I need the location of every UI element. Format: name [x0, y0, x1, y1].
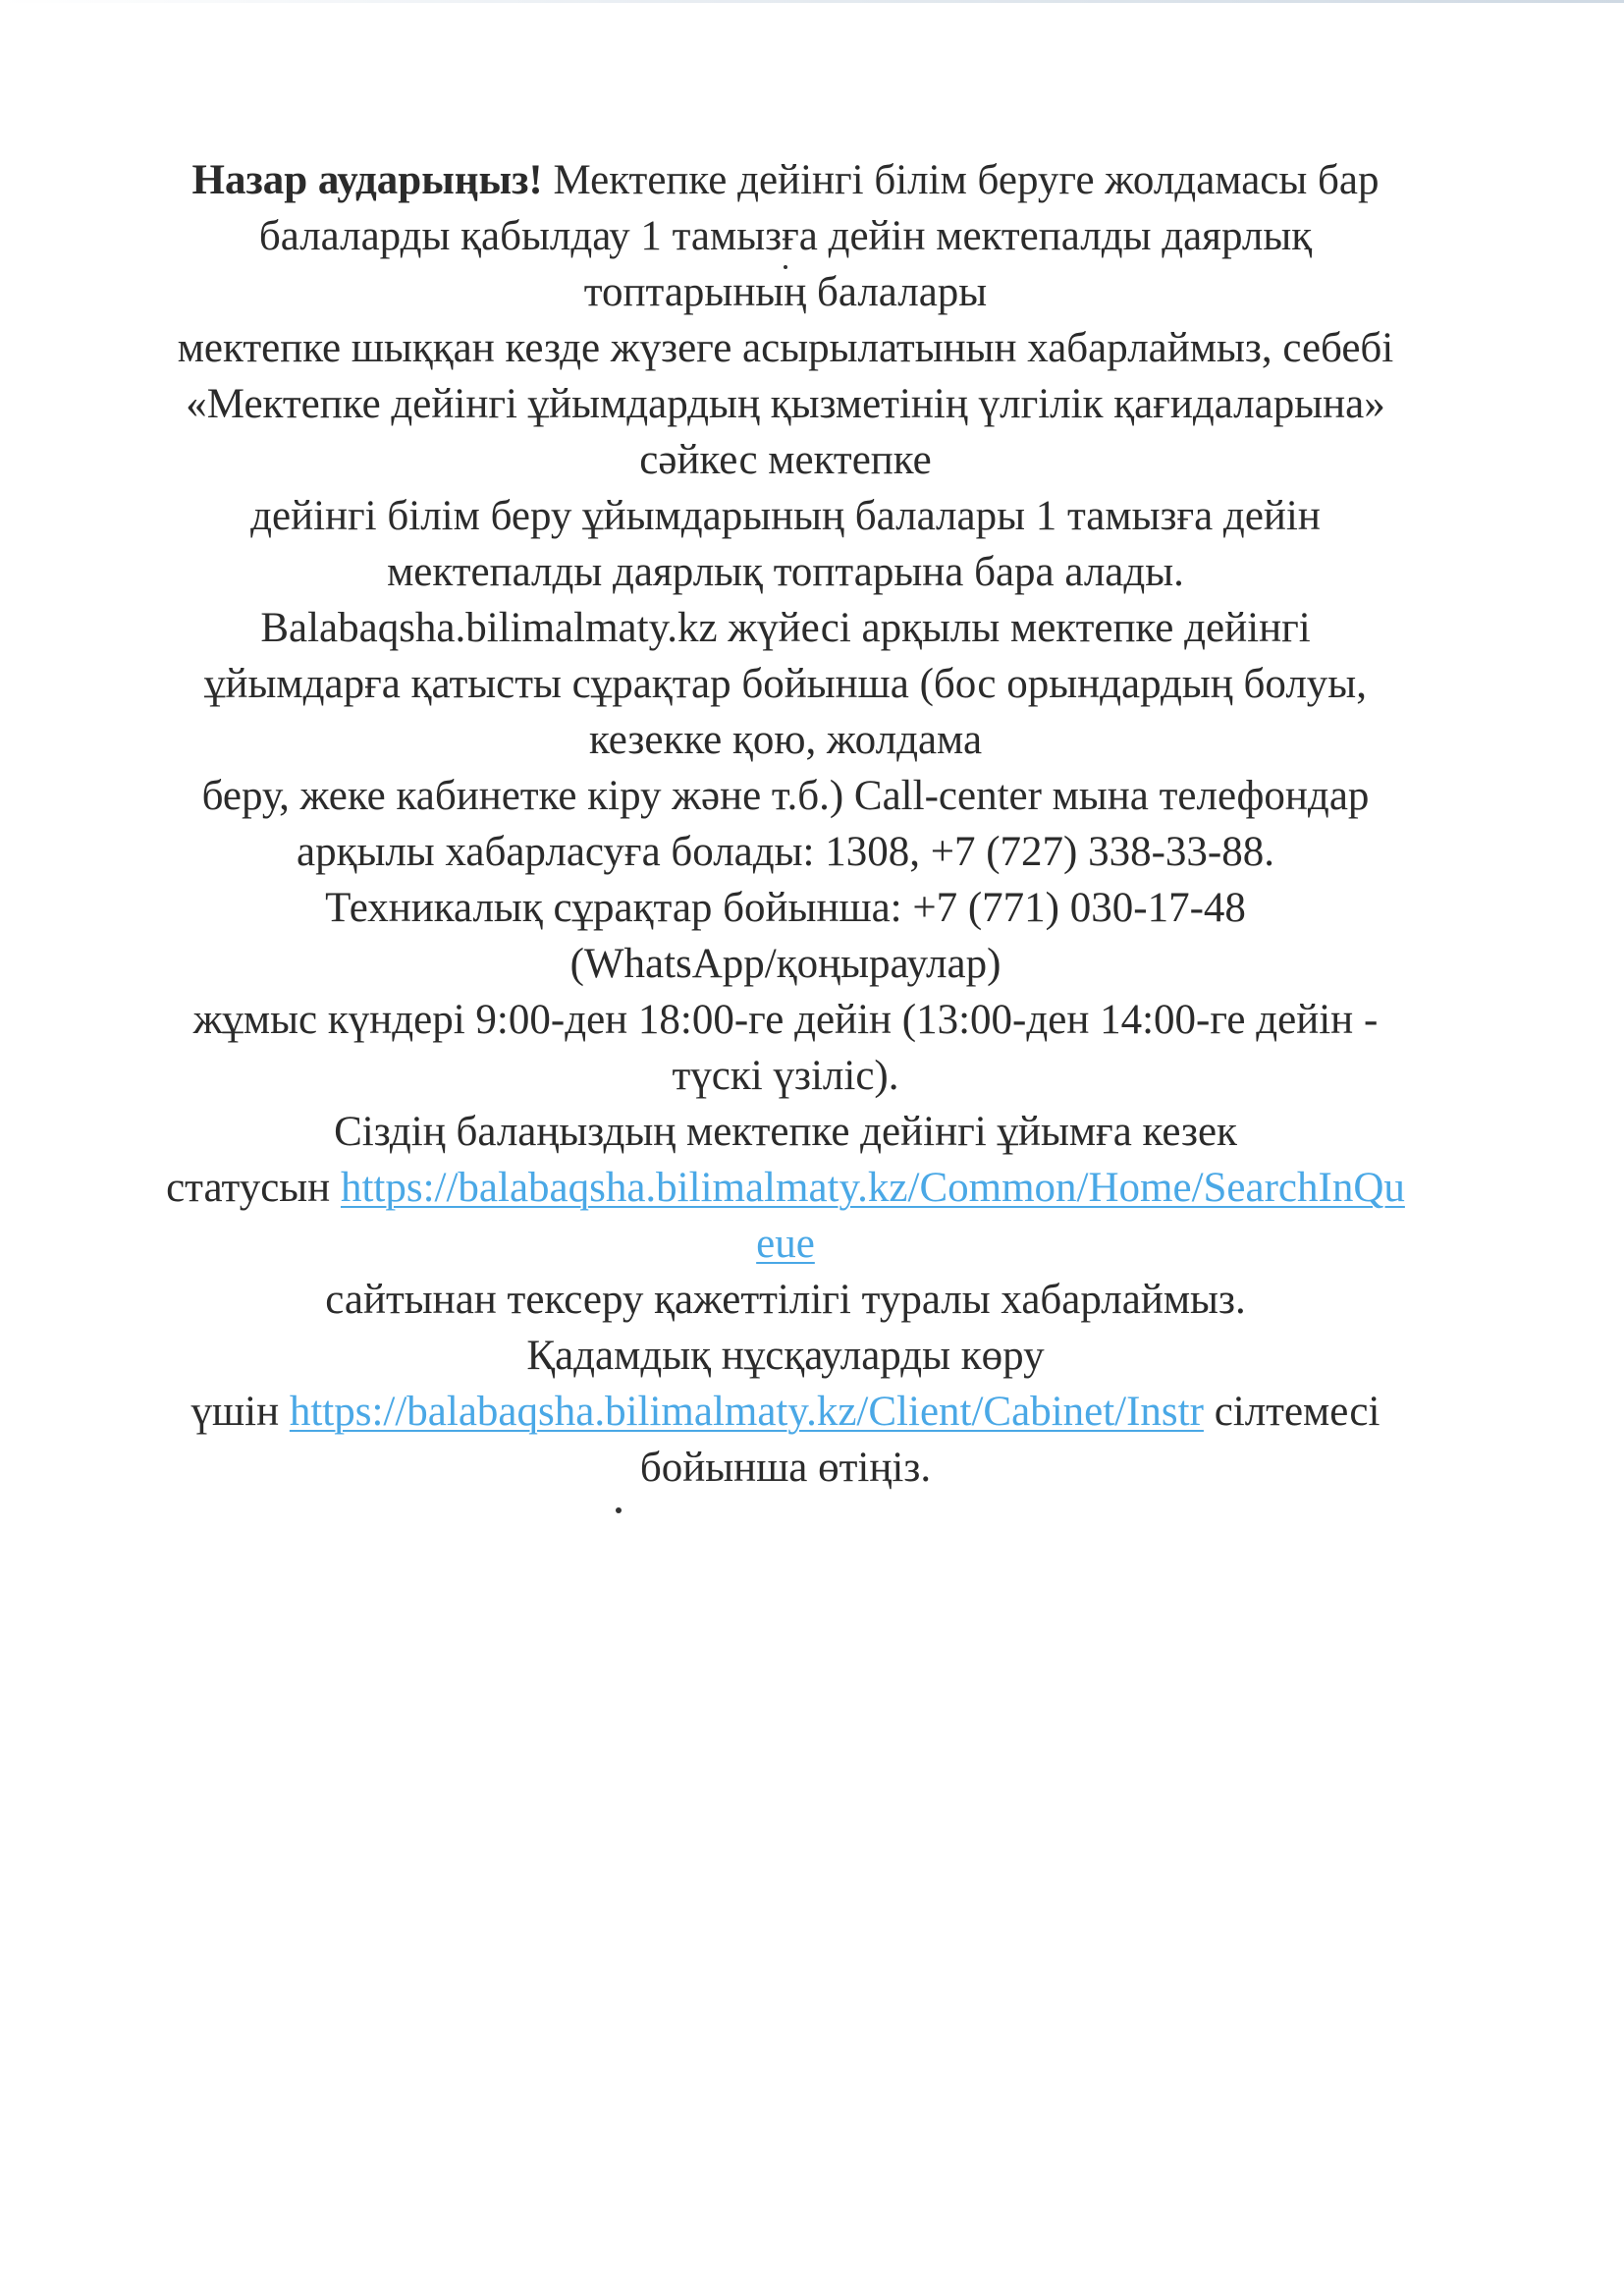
- notice-line-21: сайтынан тексеру қажеттілігі туралы хабарлаймыз.: [325, 1277, 1246, 1323]
- notice-heading: Назар аударыңыз!: [191, 157, 543, 203]
- notice-line-23: үшін https://balabaqsha.bilimalmaty.kz/Client/Cabinet/Instr сілтемесі: [190, 1389, 1380, 1435]
- notice-line-7: дейінгі білім беру ұйымдарының балалары 1 тамызға дейін: [250, 493, 1321, 539]
- notice-line-11: кезекке қою, жолдама: [588, 717, 983, 763]
- notice-line-2: балаларды қабылдау 1 тамызға дейін мектепалды даярлық: [258, 213, 1313, 259]
- notice-line-13: арқылы хабарласуға болады: 1308, +7 (727) 338-33-88.: [296, 829, 1274, 875]
- queue-status-link[interactable]: https://balabaqsha.bilimalmaty.kz/Common/Home/SearchInQu: [340, 1165, 1405, 1211]
- notice-line-24: бойынша өтіңіз.: [639, 1445, 932, 1491]
- instructions-link[interactable]: https://balabaqsha.bilimalmaty.kz/Client/Cabinet/Instr: [289, 1389, 1204, 1435]
- notice-line-17: түскі үзіліс).: [672, 1053, 899, 1099]
- notice-line-19: статусын https://balabaqsha.bilimalmaty.kz/Common/Home/SearchInQu: [166, 1165, 1405, 1211]
- scan-edge: [0, 0, 1624, 3]
- queue-status-link-continued[interactable]: eue: [756, 1221, 815, 1267]
- notice-line-9: Balabaqsha.bilimalmaty.kz жүйесі арқылы мектепке дейінгі: [260, 605, 1311, 651]
- notice-line-16: жұмыс күндері 9:00-ден 18:00-ге дейін (13:00-ден 14:00-ге дейін -: [192, 997, 1379, 1043]
- notice-line-12: беру, жеке кабинетке кіру және т.б.) Call-center мына телефондар: [201, 773, 1370, 819]
- scan-speck: [784, 265, 787, 269]
- notice-line-18: Сіздің балаңыздың мектепке дейінгі ұйымға кезек: [334, 1109, 1237, 1155]
- notice-line-6: сәйкес мектепке: [639, 437, 932, 483]
- notice-line-14: Техникалық сұрақтар бойынша: +7 (771) 030-17-48: [325, 885, 1246, 931]
- notice-line-5: «Мектепке дейінгі ұйымдардың қызметінің үлгілік қағидаларына»: [186, 381, 1385, 427]
- notice-line-10: ұйымдарға қатысты сұрақтар бойынша (бос орындардың болуы,: [204, 661, 1367, 707]
- notice-text: [54, 152, 1517, 1496]
- notice-line-20: [54, 1216, 1517, 1272]
- notice-line-1: Назар аударыңыз! Мектепке дейінгі білім беруге жолдамасы бар: [191, 157, 1380, 203]
- notice-line-15: (WhatsApp/қоңыраулар): [569, 941, 1001, 987]
- notice-line-4: мектепке шыққан кезде жүзеге асырылатынын хабарлаймыз, себебі: [177, 325, 1394, 371]
- scan-speck: [616, 1507, 622, 1513]
- notice-line-22: Қадамдық нұсқауларды көру: [526, 1333, 1045, 1379]
- notice-line-8: мектепалды даярлық топтарына бара алады.: [387, 549, 1184, 595]
- notice-line-3: топтарының балалары: [583, 269, 988, 315]
